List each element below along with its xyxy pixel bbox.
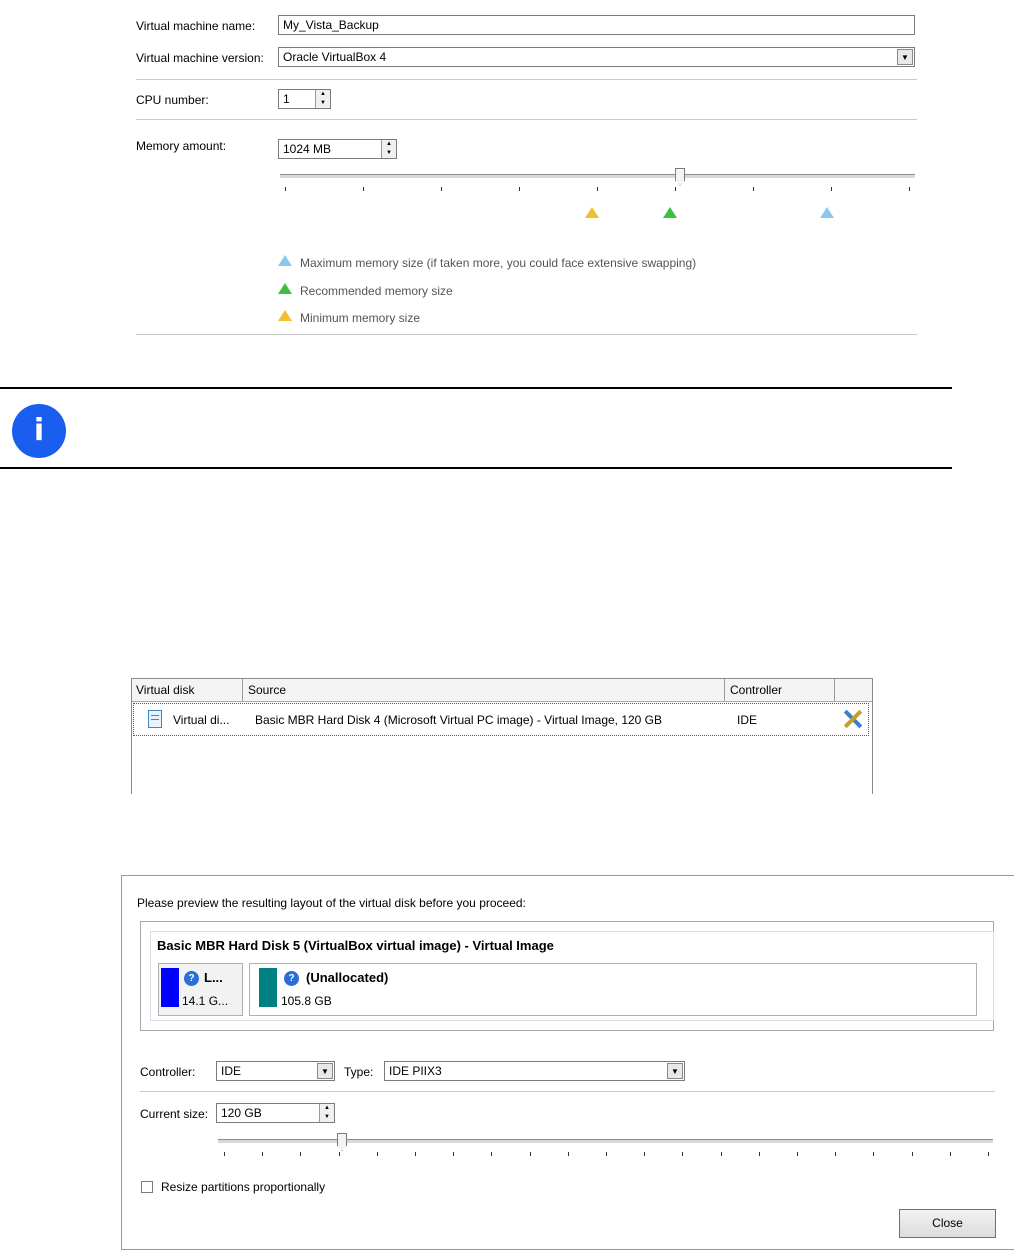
vm-name-input[interactable]: My_Vista_Backup bbox=[278, 15, 915, 35]
slider-tick bbox=[262, 1152, 263, 1156]
divider bbox=[140, 1091, 995, 1092]
preview-prompt: Please preview the resulting layout of the virtual disk before you proceed: bbox=[137, 896, 526, 910]
partition-item[interactable] bbox=[249, 963, 977, 1016]
memory-slider[interactable] bbox=[280, 172, 915, 196]
slider-tick bbox=[339, 1152, 340, 1156]
min-memory-legend-icon bbox=[278, 310, 292, 321]
memory-value: 1024 MB bbox=[283, 142, 332, 156]
disk-layout-dialog bbox=[121, 875, 1014, 1250]
spin-arrows-icon[interactable]: ▲ ▼ bbox=[315, 90, 330, 108]
note-bottom-rule bbox=[0, 467, 952, 469]
slider-tick bbox=[285, 187, 286, 191]
row-virtual-disk: Virtual di... bbox=[173, 713, 230, 727]
controller-select[interactable] bbox=[216, 1061, 335, 1081]
memory-label: Memory amount: bbox=[136, 139, 227, 153]
slider-tick bbox=[519, 187, 520, 191]
slider-tick bbox=[873, 1152, 874, 1156]
slider-thumb[interactable] bbox=[675, 168, 685, 186]
vm-name-label: Virtual machine name: bbox=[136, 19, 256, 33]
slider-tick bbox=[988, 1152, 989, 1156]
chevron-down-icon[interactable]: ▼ bbox=[667, 1063, 683, 1079]
controller-value: IDE bbox=[221, 1064, 242, 1078]
slider-tick bbox=[682, 1152, 683, 1156]
cpu-stepper[interactable] bbox=[278, 89, 331, 109]
column-header-controller[interactable]: Controller bbox=[730, 683, 783, 697]
max-memory-marker-icon bbox=[820, 207, 834, 218]
cpu-value: 1 bbox=[283, 92, 290, 106]
size-stepper[interactable] bbox=[216, 1103, 335, 1123]
row-source: Basic MBR Hard Disk 4 (Microsoft Virtual PC image) - Virtual Image, 120 GB bbox=[255, 713, 663, 727]
recommended-memory-marker-icon bbox=[663, 207, 677, 218]
slider-tick bbox=[644, 1152, 645, 1156]
slider-tick bbox=[912, 1152, 913, 1156]
slider-tick bbox=[530, 1152, 531, 1156]
type-label: Type: bbox=[344, 1065, 374, 1079]
slider-tick bbox=[606, 1152, 607, 1156]
slider-tick bbox=[950, 1152, 951, 1156]
close-button[interactable]: Close bbox=[899, 1209, 996, 1238]
recommended-memory-legend-icon bbox=[278, 283, 292, 294]
spin-arrows-icon[interactable]: ▲ ▼ bbox=[319, 1104, 334, 1122]
vm-version-label: Virtual machine version: bbox=[136, 51, 264, 65]
slider-tick bbox=[441, 187, 442, 191]
legend-max-label: Maximum memory size (if taken more, you could face extensive swapping) bbox=[300, 256, 697, 270]
info-icon: i bbox=[12, 404, 66, 458]
chevron-down-icon[interactable]: ▼ bbox=[897, 49, 913, 65]
slider-tick bbox=[831, 187, 832, 191]
vm-version-select[interactable] bbox=[278, 47, 915, 67]
partition-color-swatch bbox=[259, 968, 277, 1007]
column-header-source[interactable]: Source bbox=[248, 683, 287, 697]
slider-tick bbox=[597, 187, 598, 191]
edit-disk-icon[interactable] bbox=[840, 708, 864, 730]
slider-tick bbox=[491, 1152, 492, 1156]
slider-tick bbox=[909, 187, 910, 191]
slider-tick bbox=[835, 1152, 836, 1156]
partition-color-swatch bbox=[161, 968, 179, 1007]
slider-tick bbox=[363, 187, 364, 191]
resize-proportionally-checkbox[interactable] bbox=[141, 1181, 153, 1193]
legend-min-label: Minimum memory size bbox=[300, 311, 421, 325]
note-top-rule bbox=[0, 387, 952, 389]
current-size-label: Current size: bbox=[140, 1107, 209, 1121]
cpu-label: CPU number: bbox=[136, 93, 209, 107]
partition-name: (Unallocated) bbox=[306, 970, 389, 985]
type-select[interactable] bbox=[384, 1061, 685, 1081]
divider bbox=[136, 334, 917, 335]
slider-tick bbox=[759, 1152, 760, 1156]
type-value: IDE PIIX3 bbox=[389, 1064, 442, 1078]
spin-arrows-icon[interactable]: ▲ ▼ bbox=[381, 140, 396, 158]
column-header-virtual-disk[interactable]: Virtual disk bbox=[136, 683, 195, 697]
resize-proportionally-label: Resize partitions proportionally bbox=[161, 1180, 326, 1194]
slider-tick bbox=[721, 1152, 722, 1156]
disk-map[interactable] bbox=[150, 931, 994, 1021]
chevron-down-icon[interactable]: ▼ bbox=[317, 1063, 333, 1079]
slider-tick bbox=[415, 1152, 416, 1156]
slider-tick bbox=[224, 1152, 225, 1156]
vm-version-value: Oracle VirtualBox 4 bbox=[283, 50, 387, 64]
slider-tick bbox=[797, 1152, 798, 1156]
slider-tick bbox=[675, 187, 676, 191]
slider-track bbox=[218, 1139, 993, 1144]
table-header bbox=[132, 679, 872, 702]
size-slider[interactable] bbox=[218, 1137, 993, 1161]
help-icon: ? bbox=[284, 971, 299, 986]
virtual-disk-icon bbox=[148, 710, 162, 728]
memory-stepper[interactable] bbox=[278, 139, 397, 159]
partition-size: 14.1 G... bbox=[182, 994, 229, 1008]
slider-tick bbox=[300, 1152, 301, 1156]
divider bbox=[136, 119, 917, 120]
table-row[interactable] bbox=[133, 703, 869, 736]
slider-thumb[interactable] bbox=[337, 1133, 347, 1151]
controller-label: Controller: bbox=[140, 1065, 196, 1079]
max-memory-legend-icon bbox=[278, 255, 292, 266]
min-memory-marker-icon bbox=[585, 207, 599, 218]
slider-tick bbox=[377, 1152, 378, 1156]
divider bbox=[136, 79, 917, 80]
row-controller: IDE bbox=[737, 713, 758, 727]
size-value: 120 GB bbox=[221, 1106, 262, 1120]
help-icon: ? bbox=[184, 971, 199, 986]
slider-track bbox=[280, 174, 915, 179]
slider-tick bbox=[753, 187, 754, 191]
partition-size: 105.8 GB bbox=[281, 994, 332, 1008]
slider-tick bbox=[568, 1152, 569, 1156]
column-separator bbox=[724, 679, 725, 701]
partition-name: L... bbox=[204, 970, 223, 985]
virtual-disk-table bbox=[131, 678, 873, 794]
disk-layout-frame bbox=[140, 921, 994, 1031]
column-separator bbox=[834, 679, 835, 701]
column-separator bbox=[242, 679, 243, 701]
slider-tick bbox=[453, 1152, 454, 1156]
disk-title: Basic MBR Hard Disk 5 (VirtualBox virtual image) - Virtual Image bbox=[157, 938, 554, 953]
partition-item[interactable] bbox=[158, 963, 243, 1016]
legend-recommended-label: Recommended memory size bbox=[300, 284, 453, 298]
